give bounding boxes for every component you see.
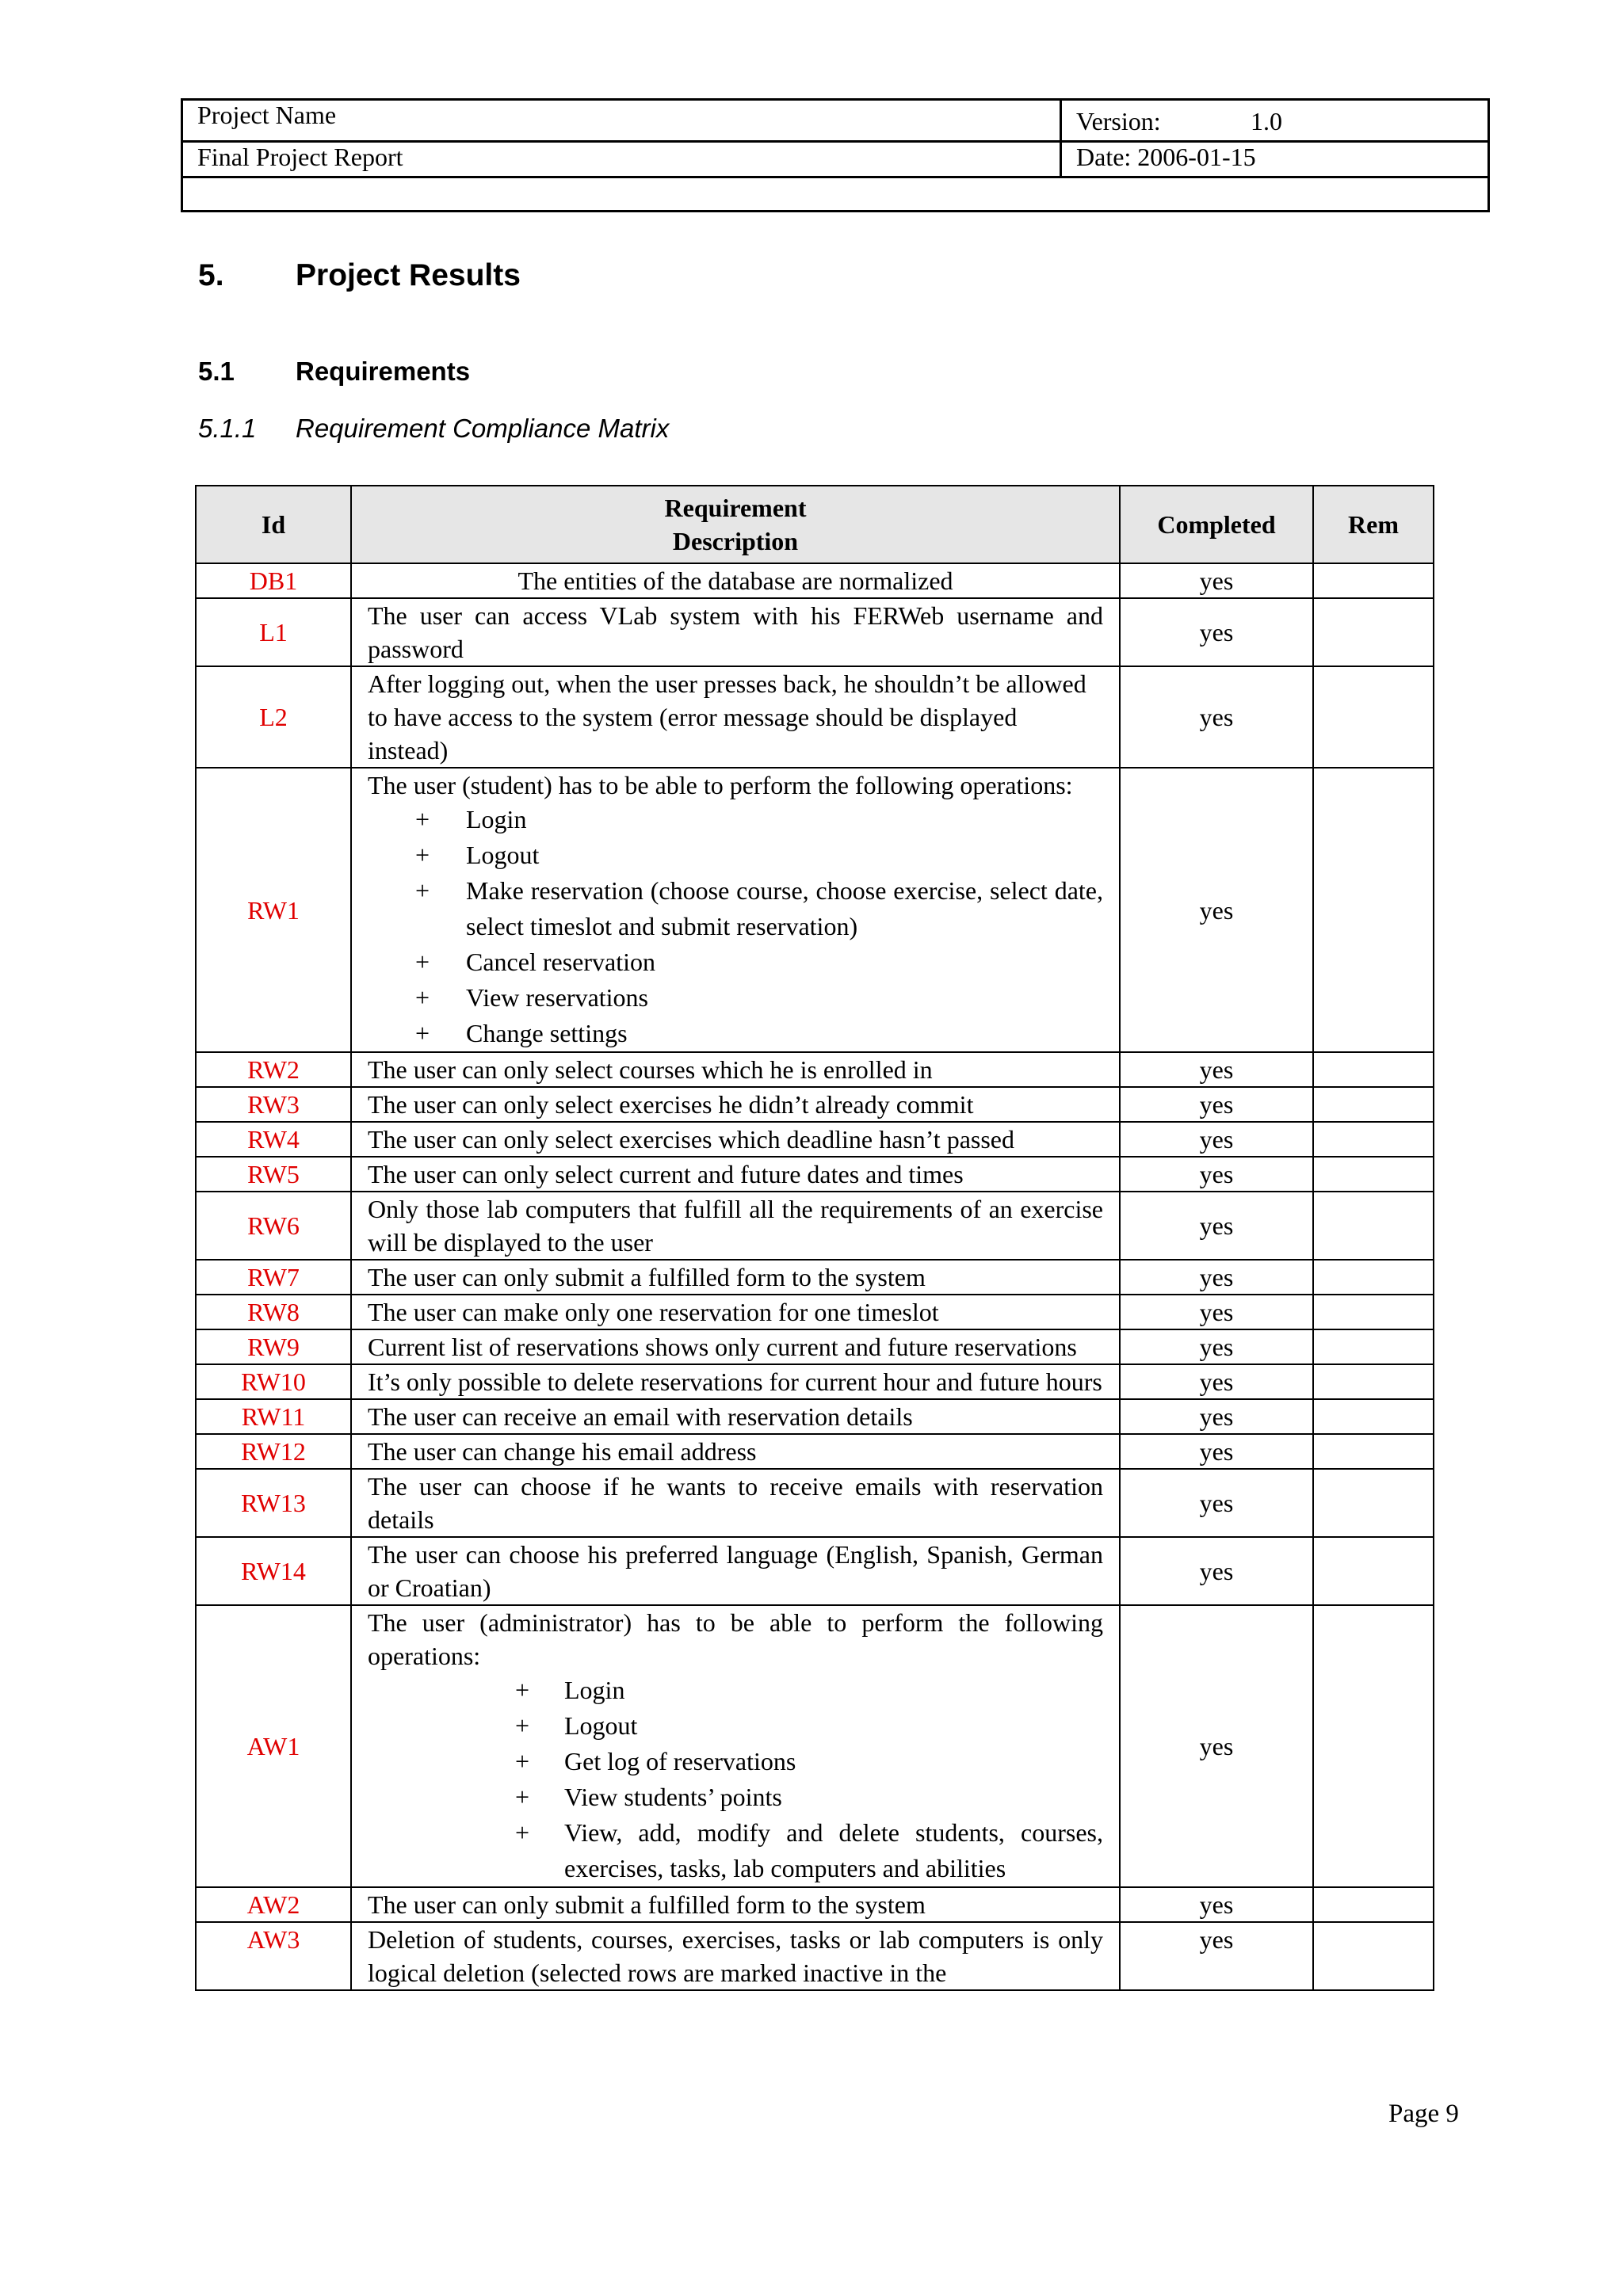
requirement-description (351, 1605, 1120, 1887)
requirement-id: RW9 (196, 1329, 351, 1364)
table-row (196, 1295, 1434, 1329)
rem-cell (1313, 598, 1434, 666)
requirement-intro: The user (student) has to be able to perform the following operations: (368, 771, 1073, 799)
requirement-id: AW3 (196, 1922, 351, 1990)
requirement-description: After logging out, when the user presses back, he shouldn’t be allowed to have access to the system (error message should be displayed instead) (351, 666, 1120, 768)
completed-value: yes (1120, 768, 1313, 1052)
plus-bullet-icon: + (415, 805, 430, 833)
requirement-description: Deletion of students, courses, exercises, tasks or lab computers is only logical deletion (selected rows are marked inactive in the (351, 1922, 1120, 1990)
list-item: + Login (368, 1672, 1103, 1708)
completed-value: yes (1120, 1192, 1313, 1260)
completed-value: yes (1120, 1537, 1313, 1605)
subsection-number: 5.1 (198, 357, 235, 386)
operations-list (368, 802, 1103, 1051)
requirement-id: RW12 (196, 1434, 351, 1469)
requirement-id: RW10 (196, 1364, 351, 1399)
rem-cell (1313, 1469, 1434, 1537)
list-item: + Login (368, 802, 1103, 837)
rem-cell (1313, 1157, 1434, 1192)
list-item: + View reservations (368, 980, 1103, 1016)
table-row (196, 563, 1434, 598)
table-row (196, 1329, 1434, 1364)
plus-bullet-icon: + (515, 1818, 530, 1847)
requirement-description: The user can only select exercises he didn’t already commit (351, 1087, 1120, 1122)
subsubsection-number: 5.1.1 (198, 414, 257, 443)
section-heading (198, 258, 521, 293)
requirement-description: The user can choose if he wants to receive emails with reservation details (351, 1469, 1120, 1537)
requirement-description: The user can change his email address (351, 1434, 1120, 1469)
rem-cell (1313, 1434, 1434, 1469)
list-item: + Cancel reservation (368, 944, 1103, 980)
requirement-id: RW14 (196, 1537, 351, 1605)
plus-bullet-icon: + (515, 1711, 530, 1740)
plus-bullet-icon: + (515, 1747, 530, 1775)
plus-bullet-icon: + (415, 876, 430, 905)
requirement-id: RW8 (196, 1295, 351, 1329)
requirement-description: The user can only select courses which he is enrolled in (351, 1052, 1120, 1087)
rem-cell (1313, 768, 1434, 1052)
document-header-table (181, 98, 1490, 212)
rem-cell (1313, 1260, 1434, 1295)
date-label: Date: (1076, 143, 1132, 171)
requirement-id: L2 (196, 666, 351, 768)
requirement-intro: The user (administrator) has to be able to perform the following operations: (368, 1608, 1103, 1670)
completed-value: yes (1120, 1434, 1313, 1469)
completed-value: yes (1120, 598, 1313, 666)
rem-cell (1313, 1192, 1434, 1260)
rem-cell (1313, 1887, 1434, 1922)
completed-value: yes (1120, 666, 1313, 768)
completed-column-header: Completed (1120, 486, 1313, 563)
completed-value: yes (1120, 1329, 1313, 1364)
plus-bullet-icon: + (415, 983, 430, 1012)
rem-column-header: Rem (1313, 486, 1434, 563)
completed-value: yes (1120, 1469, 1313, 1537)
requirement-id: RW13 (196, 1469, 351, 1537)
table-row (196, 1922, 1434, 1990)
plus-bullet-icon: + (415, 1019, 430, 1047)
completed-value: yes (1120, 1364, 1313, 1399)
requirement-description: The user can only select exercises which deadline hasn’t passed (351, 1122, 1120, 1157)
subsection-title: Requirements (296, 357, 471, 386)
table-row (196, 1887, 1434, 1922)
requirement-id: RW7 (196, 1260, 351, 1295)
list-item: + View, add, modify and delete students, courses, exercises, tasks, lab computers and abilities (368, 1815, 1103, 1886)
requirement-description: It’s only possible to delete reservations for current hour and future hours (351, 1364, 1120, 1399)
version-label: Version: (1076, 107, 1161, 135)
completed-value: yes (1120, 1122, 1313, 1157)
completed-value: yes (1120, 1052, 1313, 1087)
requirement-header-line1: Requirement (664, 494, 807, 522)
requirement-id: RW6 (196, 1192, 351, 1260)
requirement-id: AW1 (196, 1605, 351, 1887)
matrix-header-row (196, 486, 1434, 563)
list-item: + View students’ points (368, 1779, 1103, 1815)
completed-value: yes (1120, 1087, 1313, 1122)
rem-cell (1313, 563, 1434, 598)
rem-cell (1313, 1295, 1434, 1329)
requirement-compliance-matrix (195, 485, 1434, 1991)
requirement-description: The user can access VLab system with his FERWeb username and password (351, 598, 1120, 666)
rem-cell (1313, 1364, 1434, 1399)
requirement-description: Only those lab computers that fulfill all the requirements of an exercise will be displayed to the user (351, 1192, 1120, 1260)
list-item: + Get log of reservations (368, 1744, 1103, 1779)
rem-cell (1313, 666, 1434, 768)
requirement-id: AW2 (196, 1887, 351, 1922)
completed-value: yes (1120, 1922, 1313, 1990)
operations-list (368, 1672, 1103, 1886)
requirement-header-line2: Description (672, 527, 799, 555)
requirement-description: The user can receive an email with reservation details (351, 1399, 1120, 1434)
plus-bullet-icon: + (415, 841, 430, 869)
subsection-heading (198, 357, 470, 387)
table-row (196, 1052, 1434, 1087)
table-row (196, 1122, 1434, 1157)
rem-cell (1313, 1537, 1434, 1605)
subsubsection-title: Requirement Compliance Matrix (296, 414, 670, 443)
list-item: + Logout (368, 837, 1103, 873)
completed-value: yes (1120, 1887, 1313, 1922)
completed-value: yes (1120, 1260, 1313, 1295)
page-number: Page 9 (1388, 2100, 1459, 2128)
list-item: + Change settings (368, 1016, 1103, 1051)
table-row (196, 1605, 1434, 1887)
list-item: + Logout (368, 1708, 1103, 1744)
table-row (196, 1260, 1434, 1295)
table-row (196, 1537, 1434, 1605)
rem-cell (1313, 1052, 1434, 1087)
requirement-column-header (351, 486, 1120, 563)
requirement-description: The user can only submit a fulfilled form to the system (351, 1260, 1120, 1295)
requirement-id: RW2 (196, 1052, 351, 1087)
requirement-description: The user can only select current and future dates and times (351, 1157, 1120, 1192)
section-number: 5. (198, 258, 224, 292)
date-cell (1061, 142, 1489, 177)
requirement-id: RW3 (196, 1087, 351, 1122)
rem-cell (1313, 1605, 1434, 1887)
table-row (196, 1434, 1434, 1469)
requirement-id: RW5 (196, 1157, 351, 1192)
completed-value: yes (1120, 1295, 1313, 1329)
project-name-cell: Project Name (182, 100, 1061, 142)
table-row (196, 1364, 1434, 1399)
requirement-id: L1 (196, 598, 351, 666)
rem-cell (1313, 1399, 1434, 1434)
table-row (196, 1469, 1434, 1537)
plus-bullet-icon: + (515, 1676, 530, 1704)
plus-bullet-icon: + (515, 1783, 530, 1811)
rem-cell (1313, 1922, 1434, 1990)
table-row (196, 1399, 1434, 1434)
rem-cell (1313, 1329, 1434, 1364)
completed-value: yes (1120, 1399, 1313, 1434)
subsubsection-heading (198, 414, 669, 444)
requirement-description: The entities of the database are normalized (351, 563, 1120, 598)
table-row (196, 1157, 1434, 1192)
requirement-id: RW11 (196, 1399, 351, 1434)
plus-bullet-icon: + (415, 948, 430, 976)
section-title: Project Results (296, 258, 521, 292)
requirement-description: The user can only submit a fulfilled form to the system (351, 1887, 1120, 1922)
version-cell (1061, 100, 1489, 142)
completed-value: yes (1120, 563, 1313, 598)
rem-cell (1313, 1087, 1434, 1122)
table-row (196, 598, 1434, 666)
requirement-id: DB1 (196, 563, 351, 598)
requirement-id: RW1 (196, 768, 351, 1052)
list-item: + Make reservation (choose course, choose exercise, select date, select timeslot and submit reservation) (368, 873, 1103, 944)
header-empty-row (182, 177, 1489, 212)
id-column-header: Id (196, 486, 351, 563)
requirement-description: The user can choose his preferred language (English, Spanish, German or Croatian) (351, 1537, 1120, 1605)
table-row (196, 768, 1434, 1052)
report-title-cell: Final Project Report (182, 142, 1061, 177)
date-value: 2006-01-15 (1137, 143, 1256, 171)
table-row (196, 1087, 1434, 1122)
version-value: 1.0 (1251, 107, 1282, 135)
completed-value: yes (1120, 1157, 1313, 1192)
table-row (196, 666, 1434, 768)
requirement-description: The user can make only one reservation for one timeslot (351, 1295, 1120, 1329)
table-row (196, 1192, 1434, 1260)
requirement-description (351, 768, 1120, 1052)
rem-cell (1313, 1122, 1434, 1157)
requirement-id: RW4 (196, 1122, 351, 1157)
requirement-description: Current list of reservations shows only current and future reservations (351, 1329, 1120, 1364)
completed-value: yes (1120, 1605, 1313, 1887)
